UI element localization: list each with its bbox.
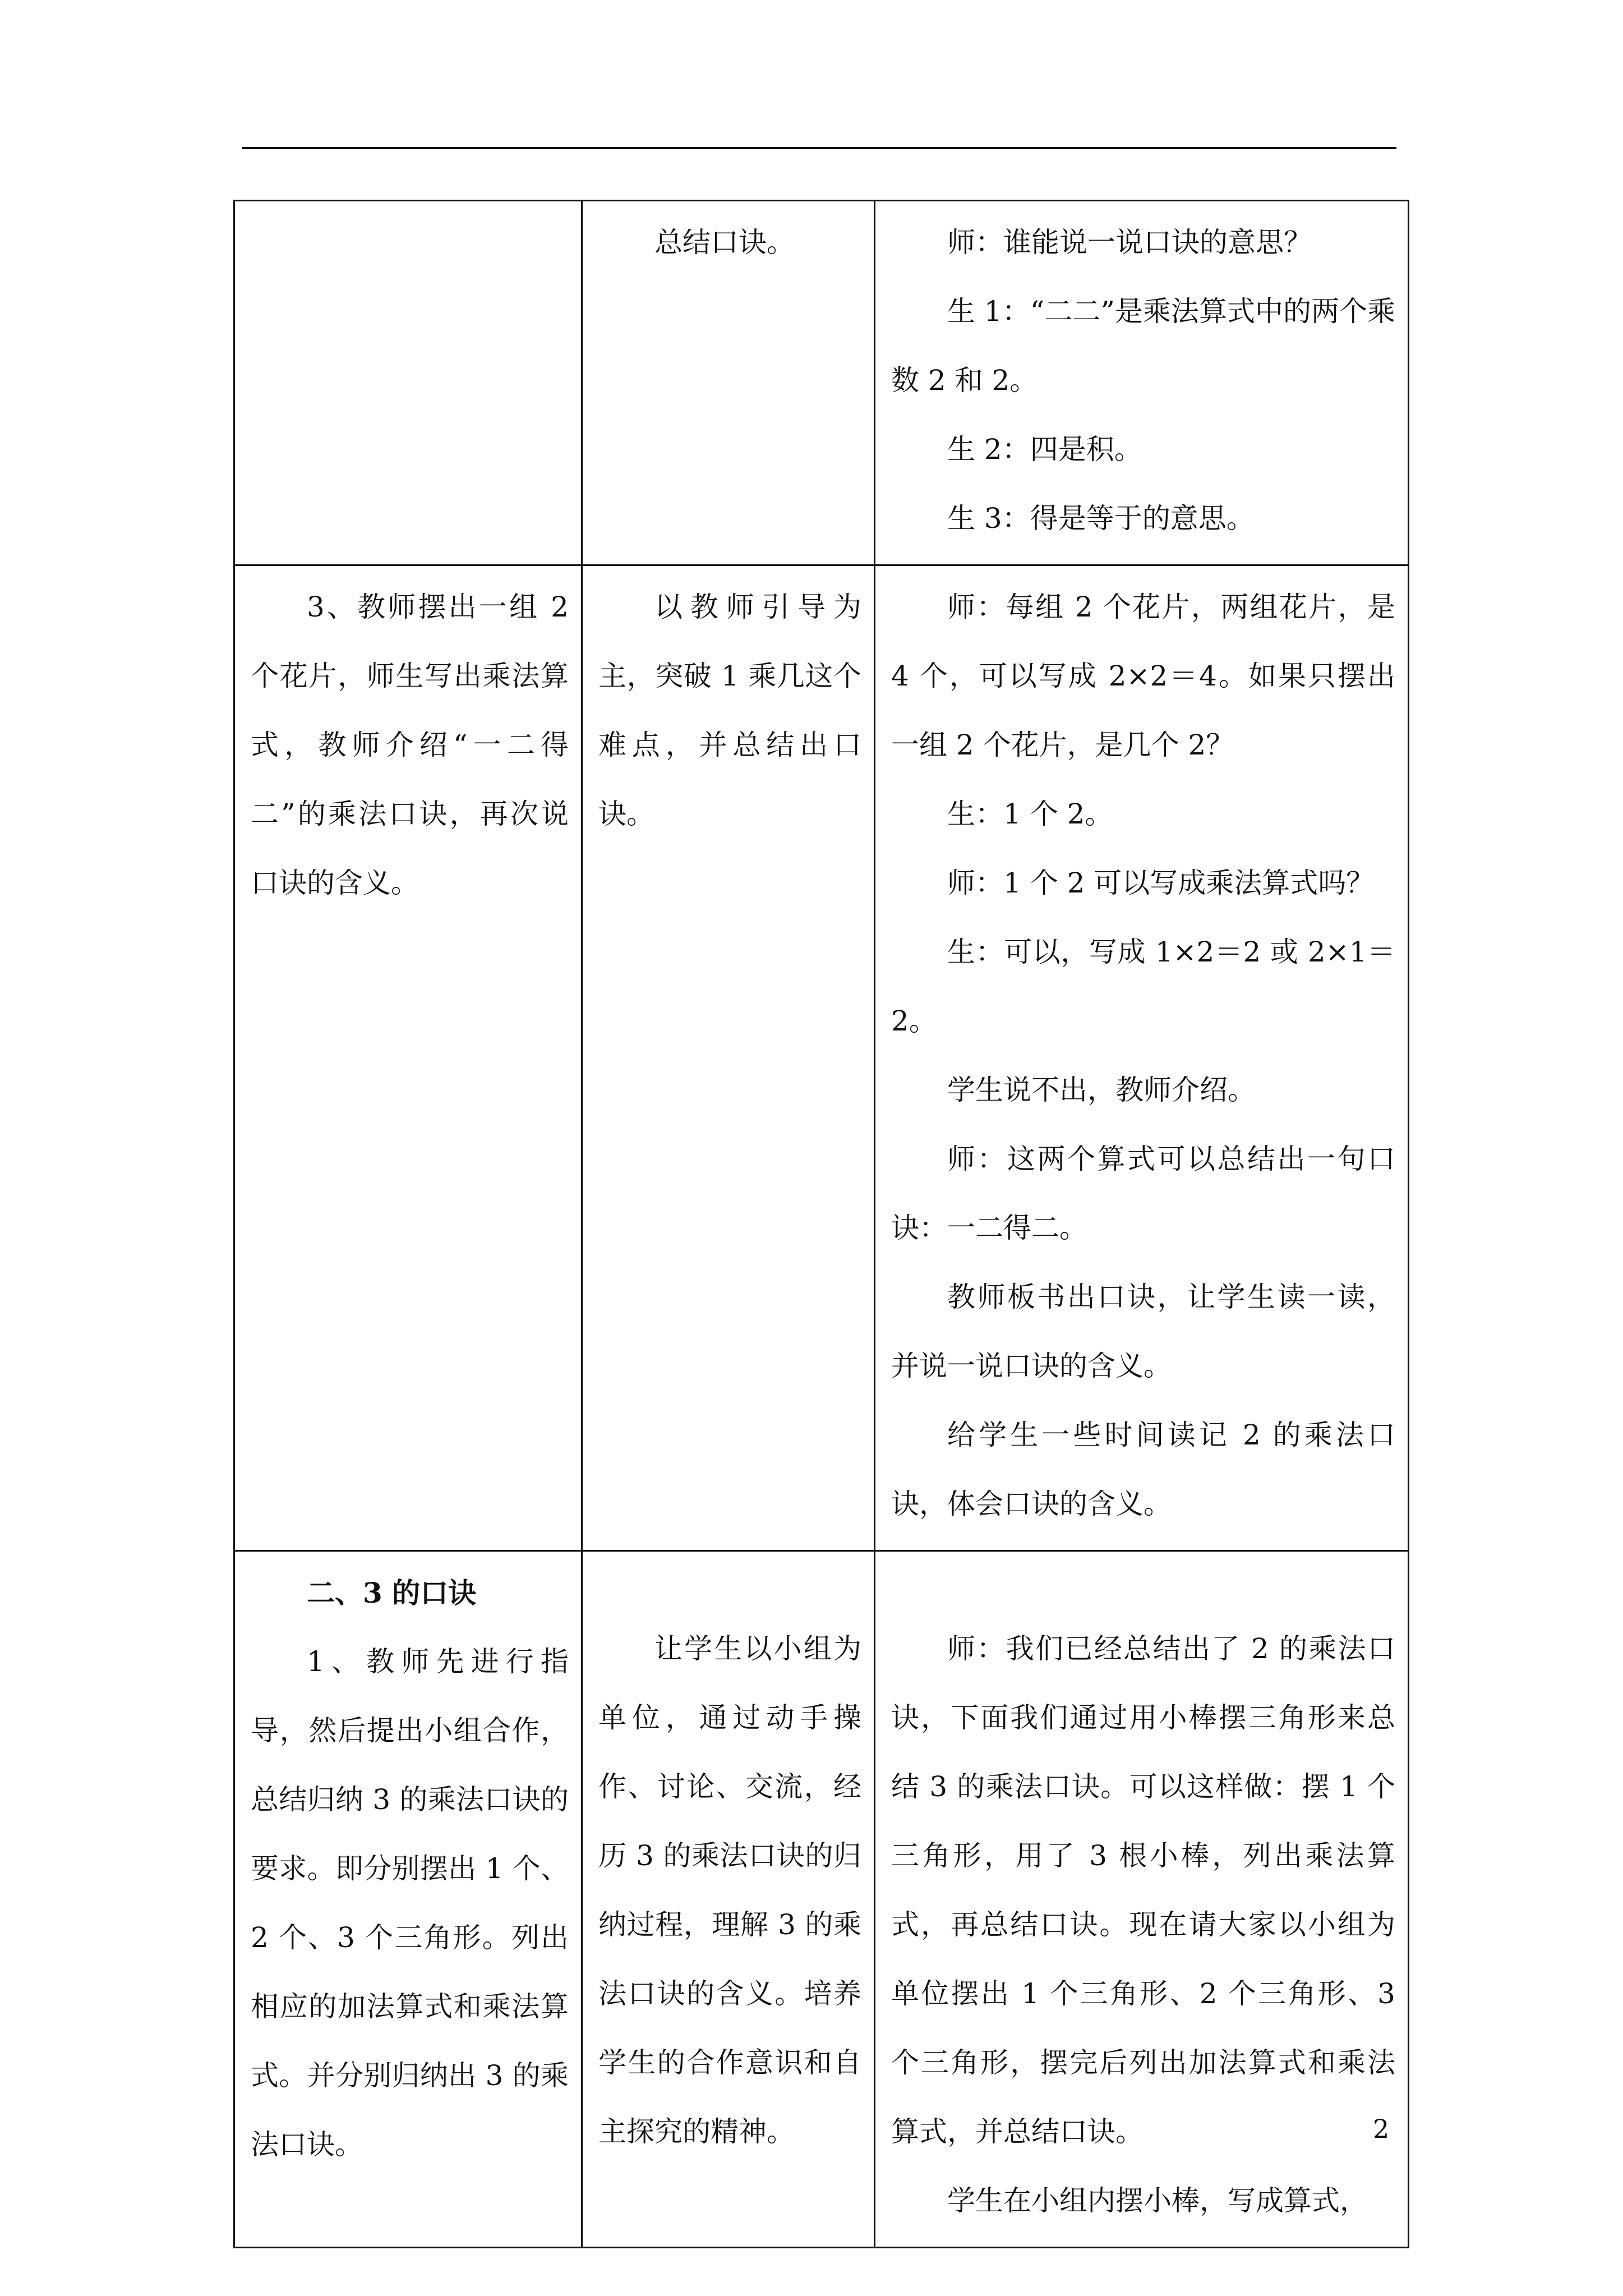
process-text: 师：1 个 2 可以写成乘法算式吗？ — [947, 867, 1375, 899]
activity-cell — [234, 1551, 582, 2248]
process-cell — [875, 1551, 1409, 2248]
intent-text: 让学生以小组为单位，通过动手操作、讨论、交流，经历 3 的乘法口诀的归纳过程，理解 3 的乘法口诀的含义。培养学生的合作意识和自主探究的精神。 — [598, 1632, 861, 2148]
lesson-plan-table — [233, 200, 1409, 2248]
process-text: 生：1 个 2。 — [947, 798, 1113, 830]
process-text: 生 1：“二二”是乘法算式中的两个乘数 2 和 2。 — [891, 295, 1395, 397]
process-text: 师：每组 2 个花片，两组花片，是 4 个，可以写成 2×2＝4。如果只摆出一组 2 个花片，是几个 2？ — [891, 591, 1395, 761]
activity-text: 3、教师摆出一组 2 个花片，师生写出乘法算式，教师介绍“一二得二”的乘法口诀，再次说口诀的含义。 — [251, 591, 569, 899]
process-text: 学生在小组内摆小棒，写成算式， — [947, 2184, 1368, 2217]
process-text: 师：这两个算式可以总结出一句口诀：一二得二。 — [891, 1143, 1395, 1244]
table-row — [234, 565, 1409, 1551]
process-text: 给学生一些时间读记 2 的乘法口诀，体会口诀的含义。 — [891, 1419, 1395, 1520]
activity-cell — [234, 201, 582, 565]
header-rule — [242, 147, 1396, 149]
process-text: 生：可以，写成 1×2＝2 或 2×1＝2。 — [891, 936, 1395, 1037]
process-text: 师：我们已经总结出了 2 的乘法口诀，下面我们通过用小棒摆三角形来总结 3 的乘法口诀。可以这样做：摆 1 个三角形，用了 3 根小棒，列出乘法算式，再总结口诀。现在请大家以小组为单位摆出 1 个三角形、2 个三角形、3 个三角形，摆完后列出加法算式和乘法算式，并总结口诀。 — [891, 1632, 1395, 2148]
process-cell — [875, 201, 1409, 565]
process-text: 学生说不出，教师介绍。 — [947, 1074, 1256, 1106]
table-row — [234, 201, 1409, 565]
intent-cell — [582, 201, 875, 565]
intent-text: 以教师引导为主，突破 1 乘几这个难点，并总结出口诀。 — [598, 591, 861, 830]
process-text: 生 3：得是等于的意思。 — [947, 502, 1255, 535]
process-text: 师：谁能说一说口诀的意思？ — [947, 226, 1312, 259]
intent-cell — [582, 565, 875, 1551]
process-text: 生 2：四是积。 — [947, 433, 1142, 466]
intent-cell — [582, 1551, 875, 2248]
activity-text: 1、教师先进行指导，然后提出小组合作，总结归纳 3 的乘法口诀的要求。即分别摆出 1 个、2 个、3 个三角形。列出相应的加法算式和乘法算式。并分别归纳出 3 的乘法口诀。 — [251, 1645, 569, 2161]
process-text: 教师板书出口诀，让学生读一读，并说一说口诀的含义。 — [891, 1281, 1395, 1382]
page-number: 2 — [1373, 2114, 1390, 2144]
process-cell — [875, 565, 1409, 1551]
activity-cell — [234, 565, 582, 1551]
intent-text: 总结口诀。 — [654, 226, 795, 259]
table-row — [234, 1551, 1409, 2248]
section-heading: 二、3 的口诀 — [307, 1576, 477, 1609]
